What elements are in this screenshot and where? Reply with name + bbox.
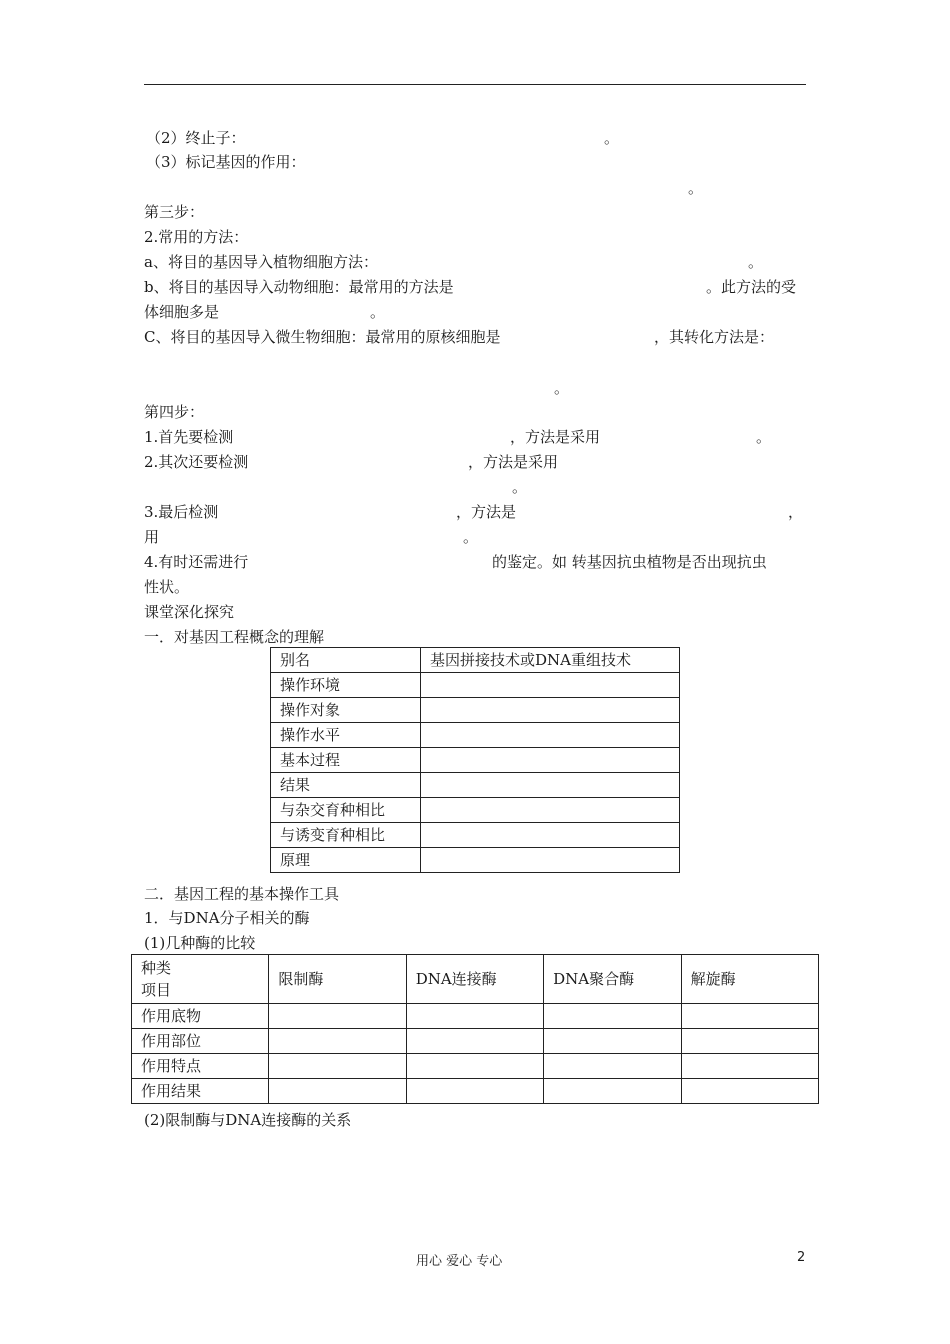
line-detect-first-end: 。 [756, 428, 772, 446]
table-row [132, 1079, 819, 1104]
table-row [271, 748, 680, 773]
table-row [132, 1029, 819, 1054]
row-value-cell [421, 698, 680, 723]
empty-cell [269, 1029, 406, 1054]
line-microbe-method: C、将目的基因导入微生物细胞：最常用的原核细胞是 [144, 328, 501, 346]
empty-cell [406, 1079, 543, 1104]
line-terminator-end: 。 [604, 129, 620, 147]
line-detect-first: 1.首先要检测 [144, 428, 234, 446]
row-label-cell: 操作环境 [271, 673, 421, 698]
empty-cell [269, 1079, 406, 1104]
line-plant-method-end: 。 [748, 253, 764, 271]
heading-step3: 第三步： [144, 203, 205, 221]
corner-bottom-label: 项目 [141, 981, 172, 999]
row-label-cell: 作用结果 [132, 1079, 269, 1104]
table-row [271, 698, 680, 723]
empty-cell [681, 1029, 818, 1054]
row-value-cell [421, 723, 680, 748]
table-row [271, 848, 680, 873]
empty-cell [544, 1054, 681, 1079]
line-identification-tail: 的鉴定。如 转基因抗虫植物是否出现抗虫 [492, 553, 767, 571]
line-microbe-method-end: 。 [554, 379, 570, 397]
line-terminator: （2）终止子： [146, 129, 246, 147]
row-label-cell: 操作对象 [271, 698, 421, 723]
header-rule [144, 84, 806, 85]
empty-cell [544, 1029, 681, 1054]
heading-enzyme-comparison: (1)几种酶的比较 [144, 934, 256, 952]
line-detect-second-method: ，方法是采用 [468, 453, 559, 471]
corner-top-label: 种类 [141, 959, 172, 977]
row-label-cell: 作用特点 [132, 1054, 269, 1079]
line-detect-last-comma: ， [788, 503, 804, 521]
line-recipient-cell-end: 。 [370, 303, 386, 321]
table-row [271, 823, 680, 848]
row-label-cell: 结果 [271, 773, 421, 798]
line-use: 用 [144, 528, 160, 546]
footer-motto: 用心 爱心 专心 [416, 1254, 503, 1269]
page-number: 2 [797, 1250, 806, 1265]
line-detect-last: 3.最后检测 [144, 503, 219, 521]
row-label-cell: 原理 [271, 848, 421, 873]
empty-cell [544, 1004, 681, 1029]
corner-header-cell [132, 955, 269, 1004]
empty-cell [406, 1029, 543, 1054]
table-row [132, 1054, 819, 1079]
line-plant-method: a、将目的基因导入植物细胞方法： [144, 253, 378, 271]
empty-cell [269, 1054, 406, 1079]
row-value-cell: 基因拼接技术或DNA重组技术 [421, 648, 680, 673]
concept-table [270, 647, 680, 873]
table-row [271, 773, 680, 798]
row-label-cell: 作用底物 [132, 1004, 269, 1029]
row-label-cell: 基本过程 [271, 748, 421, 773]
row-value-cell [421, 848, 680, 873]
line-detect-second: 2.其次还要检测 [144, 453, 249, 471]
table-row [271, 723, 680, 748]
heading-dna-enzymes: 1．与DNA分子相关的酶 [144, 909, 310, 927]
empty-cell [544, 1079, 681, 1104]
row-value-cell [421, 823, 680, 848]
empty-cell [681, 1054, 818, 1079]
table-row [132, 1004, 819, 1029]
row-label-cell: 别名 [271, 648, 421, 673]
heading-tools: 二．基因工程的基本操作工具 [144, 885, 340, 903]
enzyme-comparison-table [131, 954, 819, 1104]
line-trait: 性状。 [144, 578, 190, 596]
column-header: DNA聚合酶 [544, 955, 681, 1004]
table-row [271, 648, 680, 673]
table-row [271, 798, 680, 823]
row-value-cell [421, 748, 680, 773]
line-use-end: 。 [463, 528, 479, 546]
line-recipient-cell: 体细胞多是 [144, 303, 220, 321]
empty-cell [681, 1079, 818, 1104]
empty-cell [269, 1004, 406, 1029]
line-detect-last-method: ，方法是 [456, 503, 517, 521]
heading-concept: 一．对基因工程概念的理解 [144, 628, 325, 646]
row-value-cell [421, 773, 680, 798]
heading-deep-inquiry: 课堂深化探究 [144, 603, 235, 621]
row-value-cell [421, 798, 680, 823]
line-detect-first-method: ，方法是采用 [510, 428, 601, 446]
line-common-methods: 2.常用的方法： [144, 228, 249, 246]
column-header: 解旋酶 [681, 955, 818, 1004]
line-detect-second-end: 。 [512, 478, 528, 496]
heading-enzyme-relation: (2)限制酶与DNA连接酶的关系 [144, 1111, 352, 1129]
column-header: 限制酶 [269, 955, 406, 1004]
row-label-cell: 与诱变育种相比 [271, 823, 421, 848]
line-identification: 4.有时还需进行 [144, 553, 249, 571]
column-header: DNA连接酶 [406, 955, 543, 1004]
table-row [271, 673, 680, 698]
line-marker-gene-end: 。 [688, 179, 704, 197]
heading-step4: 第四步： [144, 403, 205, 421]
empty-cell [681, 1004, 818, 1029]
empty-cell [406, 1054, 543, 1079]
row-label-cell: 操作水平 [271, 723, 421, 748]
line-marker-gene: （3）标记基因的作用： [146, 153, 306, 171]
row-value-cell [421, 673, 680, 698]
line-microbe-method-tail: ，其转化方法是： [654, 328, 775, 346]
row-label-cell: 作用部位 [132, 1029, 269, 1054]
line-animal-method: b、将目的基因导入动物细胞：最常用的方法是 [144, 278, 454, 296]
row-label-cell: 与杂交育种相比 [271, 798, 421, 823]
line-animal-method-tail: 。此方法的受 [706, 278, 797, 296]
empty-cell [406, 1004, 543, 1029]
